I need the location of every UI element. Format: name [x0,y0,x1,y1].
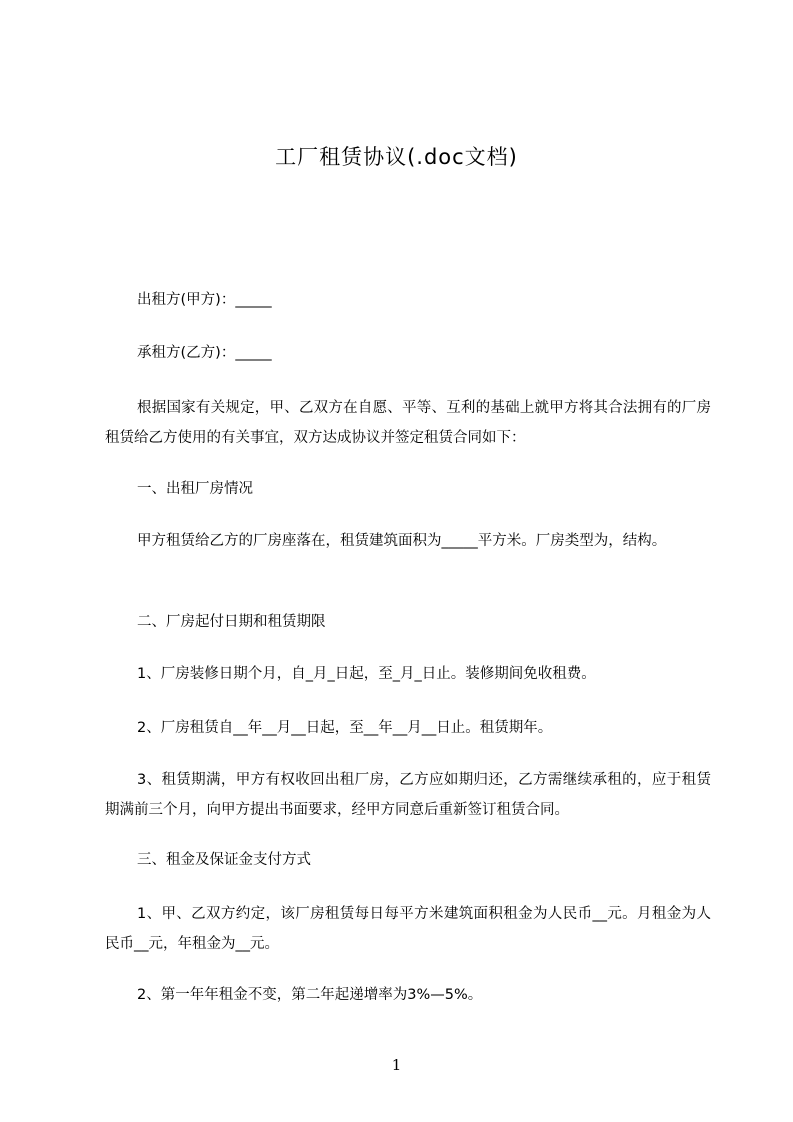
section-1-heading: 一、出租厂房情况 [137,481,253,497]
section-2-item-2: 2、厂房租赁自__年__月__日起，至__年__月__日止。租赁期年。 [137,720,553,736]
page-number: 1 [391,1056,402,1074]
section-3-item-2: 2、第一年年租金不变，第二年起递增率为3%—5%。 [137,987,483,1003]
lessee-line: 承租方(乙方)：_____ [137,345,272,361]
section-3-heading: 三、租金及保证金支付方式 [137,852,311,868]
intro-paragraph: 根据国家有关规定，甲、乙双方在自愿、平等、互利的基础上就甲方将其合法拥有的厂房租赁给乙方使用的有关事宜，双方达成协议并签定租赁合同如下： [105,400,711,446]
section-2-item-3: 3、租赁期满，甲方有权收回出租厂房，乙方应如期归还，乙方需继续承租的，应于租赁期满前三个月，向甲方提出书面要求，经甲方同意后重新签订租赁合同。 [105,772,711,818]
document-title: 工厂租赁协议(.doc文档) [275,145,518,169]
section-3-item-1: 1、甲、乙双方约定，该厂房租赁每日每平方米建筑面积租金为人民币__元。月租金为人民币__元，年租金为__元。 [105,906,711,952]
lessor-line: 出租方(甲方)：_____ [137,292,272,308]
section-2-item-1: 1、厂房装修日期个月，自_月_日起，至_月_日止。装修期间免收租费。 [137,666,596,682]
section-2-heading: 二、厂房起付日期和租赁期限 [137,614,326,630]
section-1-body: 甲方租赁给乙方的厂房座落在，租赁建筑面积为_____平方米。厂房类型为，结构。 [137,533,667,549]
